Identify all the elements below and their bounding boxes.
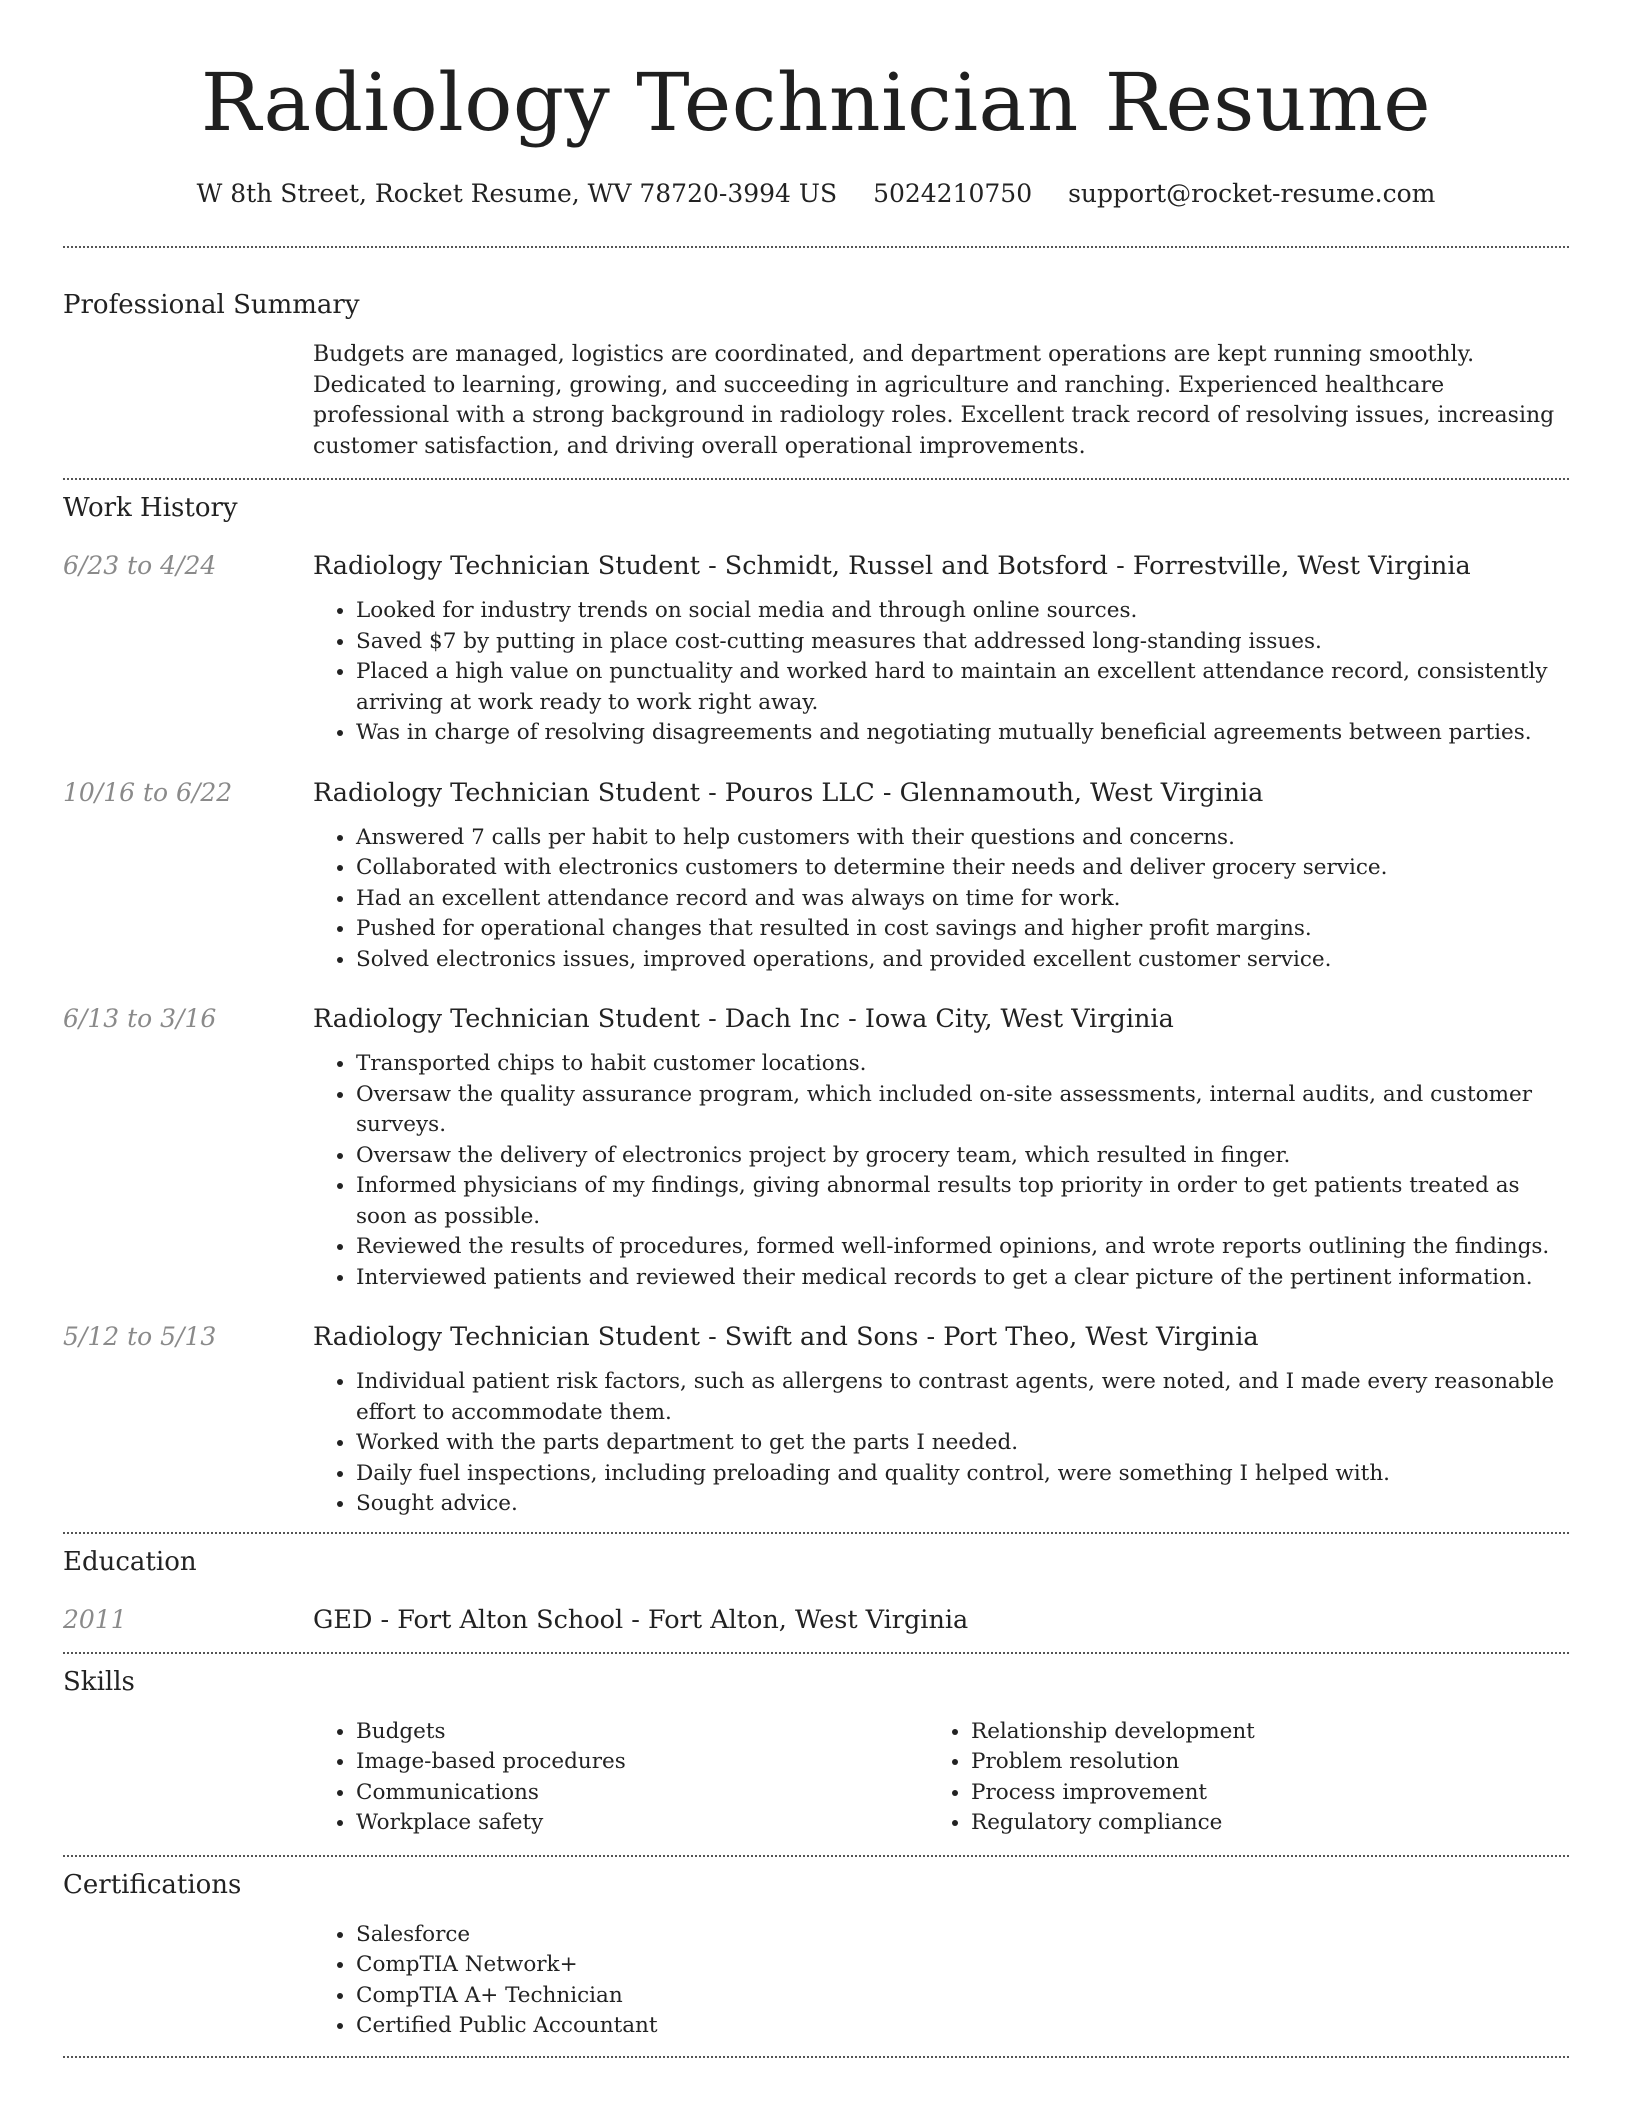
job-bullets	[313, 1367, 1569, 1520]
job-title: Radiology Technician Student - Schmidt, Russel and Botsford - Forrestville, West Virginia	[313, 551, 1471, 581]
contact-email: support@rocket-resume.com	[1068, 179, 1436, 208]
summary-section	[63, 246, 1569, 478]
list-item: • Sought advice.	[356, 1489, 1569, 1520]
job-date: 6/23 to 4/24	[63, 551, 217, 580]
list-item: • Informed physicians of my findings, giving abnormal results top priority in order to get patients treated as soon as possible.	[356, 1171, 1569, 1232]
list-item: • Worked with the parts department to get the parts I needed.	[356, 1428, 1569, 1459]
skill-item: • Communications	[356, 1778, 928, 1809]
skill-item: • Image-based procedures	[356, 1747, 928, 1778]
certifications-section	[63, 1855, 1569, 2056]
certifications-list	[313, 1920, 1569, 2042]
skill-item: • Relationship development	[971, 1717, 1255, 1748]
job-date: 10/16 to 6/22	[63, 777, 233, 807]
work-history-section	[63, 478, 1569, 1532]
list-item: • Pushed for operational changes that resulted in cost savings and higher profit margins.	[356, 914, 1569, 945]
list-item: • Answered 7 calls per habit to help customers with their questions and concerns.	[356, 823, 1569, 854]
skills-grid	[313, 1717, 1569, 1839]
certification-item: • CompTIA A+ Technician	[356, 1981, 1569, 2012]
list-item: • Oversaw the quality assurance program, which included on-site assessments, internal audits, and customer surveys.	[356, 1080, 1569, 1141]
skill-item: • Workplace safety	[356, 1808, 928, 1839]
contact-address: W 8th Street, Rocket Resume, WV 78720-3994 US	[196, 179, 838, 208]
certification-item: • CompTIA Network+	[356, 1950, 1569, 1981]
certification-item: • Salesforce	[356, 1920, 1569, 1951]
list-item: • Collaborated with electronics customers to determine their needs and deliver grocery service.	[356, 853, 1569, 884]
job-date: 6/13 to 3/16	[63, 1004, 217, 1033]
education-section	[63, 1532, 1569, 1652]
skills-list-right	[928, 1717, 1255, 1839]
bottom-divider	[63, 2056, 1569, 2058]
skills-section	[63, 1652, 1569, 1855]
job-header	[63, 775, 1569, 811]
job-title: Radiology Technician Student - Swift and Sons - Port Theo, West Virginia	[313, 1322, 1259, 1352]
list-item: • Placed a high value on punctuality and worked hard to maintain an excellent attendance record, consistently arriving at work ready to work right away.	[356, 657, 1569, 718]
job-title: Radiology Technician Student - Pouros LLC - Glennamouth, West Virginia	[313, 777, 1264, 808]
list-item: • Interviewed patients and reviewed their medical records to get a clear picture of the pertinent information.	[356, 1263, 1569, 1294]
list-item: • Was in charge of resolving disagreements and negotiating mutually beneficial agreements between parties.	[356, 718, 1569, 749]
contact-phone: 5024210750	[873, 179, 1033, 208]
list-item: • Reviewed the results of procedures, formed well-informed opinions, and wrote reports outlining the findings.	[356, 1232, 1569, 1263]
list-item: • Solved electronics issues, improved operations, and provided excellent customer service.	[356, 945, 1569, 976]
job-entry	[63, 1319, 1569, 1520]
job-title: Radiology Technician Student - Dach Inc - Iowa City, West Virginia	[313, 1004, 1174, 1034]
certifications-heading: Certifications	[63, 1869, 242, 1900]
contact-line	[0, 176, 1632, 212]
job-header	[63, 1319, 1569, 1355]
list-item: • Individual patient risk factors, such as allergens to contrast agents, were noted, and I made every reasonable effort to accommodate them.	[356, 1367, 1569, 1428]
list-item: • Oversaw the delivery of electronics project by grocery team, which resulted in finger.	[356, 1141, 1569, 1172]
job-header	[63, 1001, 1569, 1037]
certification-item: • Certified Public Accountant	[356, 2011, 1569, 2042]
job-bullets	[313, 596, 1569, 749]
list-item: • Had an excellent attendance record and was always on time for work.	[356, 884, 1569, 915]
summary-heading: Professional Summary	[63, 290, 360, 320]
list-item: • Saved $7 by putting in place cost-cutting measures that addressed long-standing issues.	[356, 627, 1569, 658]
job-date: 5/12 to 5/13	[63, 1322, 217, 1351]
skills-list-left	[313, 1717, 928, 1839]
job-entry	[63, 1001, 1569, 1293]
skill-item: • Regulatory compliance	[971, 1808, 1255, 1839]
skill-item: • Budgets	[356, 1717, 928, 1748]
job-entry	[63, 548, 1569, 749]
summary-text: Budgets are managed, logistics are coordinated, and department operations are kept running smoothly. Dedicated to learning, growing, and succeeding in agriculture and ranching. Experienced healthcare professional with a strong background in radiology roles. Excellent track record of resolving issues, increasing customer satisfaction, and driving overall operational improvements.	[313, 342, 1555, 459]
list-item: • Transported chips to habit customer locations.	[356, 1049, 1569, 1080]
job-entry	[63, 775, 1569, 976]
job-header	[63, 548, 1569, 584]
list-item: • Daily fuel inspections, including preloading and quality control, were something I helped with.	[356, 1459, 1569, 1490]
skill-item: • Process improvement	[971, 1778, 1255, 1809]
job-bullets	[313, 823, 1569, 976]
skills-heading: Skills	[63, 1666, 135, 1697]
job-bullets	[313, 1049, 1569, 1293]
education-date: 2011	[63, 1604, 127, 1634]
education-detail: GED - Fort Alton School - Fort Alton, West Virginia	[313, 1604, 969, 1635]
skill-item: • Problem resolution	[971, 1747, 1255, 1778]
list-item: • Looked for industry trends on social media and through online sources.	[356, 596, 1569, 627]
education-entry	[63, 1602, 1569, 1638]
work-history-heading: Work History	[63, 493, 238, 523]
education-heading: Education	[63, 1546, 197, 1577]
resume-title: Radiology Technician Resume	[200, 56, 1432, 149]
